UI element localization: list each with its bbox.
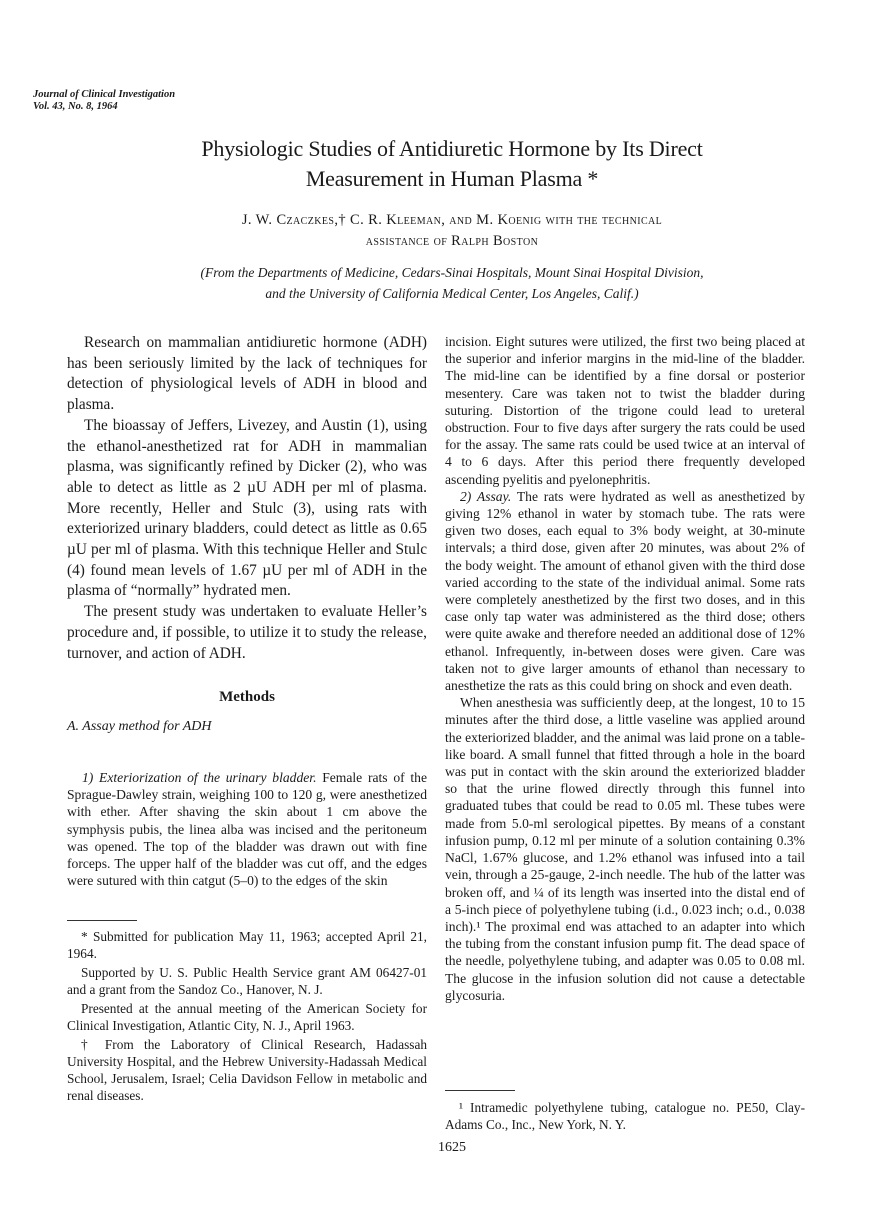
paragraph-lead: 2) Assay. (460, 488, 512, 504)
journal-issue: Vol. 43, No. 8, 1964 (33, 100, 118, 112)
continuation-paragraph: incision. Eight sutures were utilized, the first two being placed at the superior and inferior margins in the mid-line of the bladder. The mid-line can be identified by a fine dorsal or posterior mesentery. Care was taken not to twist the bladder during suturing. Distortion of the trigone could lead to ureteral obstruction. Four to five days after surgery the rats could be used for the assay. The same rats could be used twice at an interval of 4 to 6 days. After this period there frequently developed ascending pyelitis and pyelonephritis. (445, 334, 805, 487)
page-number: 1625 (438, 1140, 466, 1155)
authors-line-1: J. W. Czaczkes,† C. R. Kleeman, and M. Koenig with the technical (241, 212, 663, 228)
footnote-divider (445, 1090, 515, 1091)
footnotes (67, 928, 427, 1106)
paragraph-text: The rats were hydrated as well as anesthetized by giving 12% ethanol in water by stomach tube. The rats were given two doses, each equal to 3% body weight, at 30-minute intervals; a third dose, given after 20 minutes, was about 2% of the body weight. The amount of ethanol given with the third dose varied according to the state of the individual animal. Some rats were completely anesthetized by the first two doses, and in this case only tap water was administered as the third dose; others were quite awake and therefore needed an additional dose of 12% ethanol. Infrequently, in-between doses were given. Care was taken not to give larger amounts of ethanol than necessary to anesthetize the rats as this could bring on shock and even death. (445, 488, 805, 694)
section-heading-methods: Methods (219, 689, 275, 705)
footnote-divider (67, 920, 137, 921)
assay-paragraph (445, 488, 805, 694)
affiliation (60, 262, 844, 304)
footnote: * Submitted for publication May 11, 1963; accepted April 21, 1964. (67, 929, 427, 961)
exteriorization-paragraph (67, 769, 427, 889)
authors-line-2: assistance of Ralph Boston (365, 233, 539, 249)
introduction (67, 333, 427, 664)
footnote: Presented at the annual meeting of the American Society for Clinical Investigation, Atlantic City, N. J., April 1963. (67, 1001, 427, 1033)
footnotes-right (445, 1099, 805, 1135)
footnote: ¹ Intramedic polyethylene tubing, catalogue no. PE50, Clay-Adams Co., Inc., New York, N. Y. (445, 1100, 805, 1132)
intro-paragraph: Research on mammalian antidiuretic hormone (ADH) has been seriously limited by the lack of techniques for detection of physiological levels of ADH in blood and plasma. (67, 334, 427, 414)
right-column (445, 333, 805, 1004)
title-line-1: Physiologic Studies of Antidiuretic Hormone by Its Direct (201, 136, 703, 161)
subsection-heading: A. Assay method for ADH (67, 719, 212, 734)
journal-citation (33, 89, 175, 112)
paragraph-text: Female rats of the Sprague-Dawley strain, weighing 100 to 120 g, were anesthetized with ether. After shaving the skin about 1 cm above the symphysis pubis, the linea alba was incised and the peritoneum was opened. The top of the bladder was drawn out with fine forceps. The upper half of the bladder was cut off, and the edges were sutured with thin catgut (5–0) to the edges of the skin (67, 770, 427, 889)
footnote: † From the Laboratory of Clinical Research, Hadassah University Hospital, and the Hebrew University-Hadassah Medical School, Jerusalem, Israel; Celia Davidson Fellow in metabolic and renal diseases. (67, 1037, 427, 1103)
paper-title (60, 134, 844, 194)
footnote: Supported by U. S. Public Health Service grant AM 06427-01 and a grant from the Sandoz Co., Hanover, N. J. (67, 965, 427, 997)
journal-name: Journal of Clinical Investigation (33, 89, 176, 100)
title-line-2: Measurement in Human Plasma * (305, 166, 599, 191)
anesthesia-paragraph: When anesthesia was sufficiently deep, at the longest, 10 to 15 minutes after the third dose, a little vaseline was applied around the exteriorized bladder, and the animal was laid prone on a table-like board. A small funnel that fitted through a hole in the board was put in contact with the skin around the exteriorized bladder so that the urine flowed directly through this funnel into graduated tubes that could be read to 0.05 ml. These tubes were made from 5.0-ml serological pipettes. By means of a constant infusion pump, 0.12 ml per minute of a solution containing 0.3% NaCl, 1.67% glucose, and 1.2% ethanol was infused into a tail vein, through a 25-gauge, 2-inch needle. The hub of the latter was broken off, and ¼ of its length was inserted into the distal end of a 5-inch piece of polyethylene tubing (i.d., 0.023 inch; o.d., 0.038 inch).¹ The proximal end was attached to an adapter into which the tubing from the constant infusion pump fit. The dead space of the needle, polyethylene tubing, and adapter was 0.05 to 0.08 ml. The glucose in the infusion solution did not cause a detectable glycosuria. (445, 695, 805, 1003)
intro-paragraph: The bioassay of Jeffers, Livezey, and Austin (1), using the ethanol-anesthetized rat for ADH in mammalian plasma, was significantly refined by Dicker (2), who was able to detect as little as 2 µU ADH per ml of plasma. More recently, Heller and Stulc (3), using rats with exteriorized urinary bladders, could detect as little as 0.65 µU per ml of plasma. With this technique Heller and Stulc (4) found mean levels of 1.67 µU per ml of ADH in the plasma of “normally” hydrated men. (67, 416, 427, 600)
affiliation-line-2: and the University of California Medical Center, Los Angeles, Calif.) (265, 286, 639, 301)
paragraph-lead: 1) Exteriorization of the urinary bladder. (82, 770, 317, 785)
intro-paragraph: The present study was undertaken to evaluate Heller’s procedure and, if possible, to utilize it to study the release, turnover, and action of ADH. (67, 603, 427, 662)
authors (60, 210, 844, 252)
affiliation-line-1: (From the Departments of Medicine, Cedars-Sinai Hospitals, Mount Sinai Hospital Division, (200, 265, 704, 280)
